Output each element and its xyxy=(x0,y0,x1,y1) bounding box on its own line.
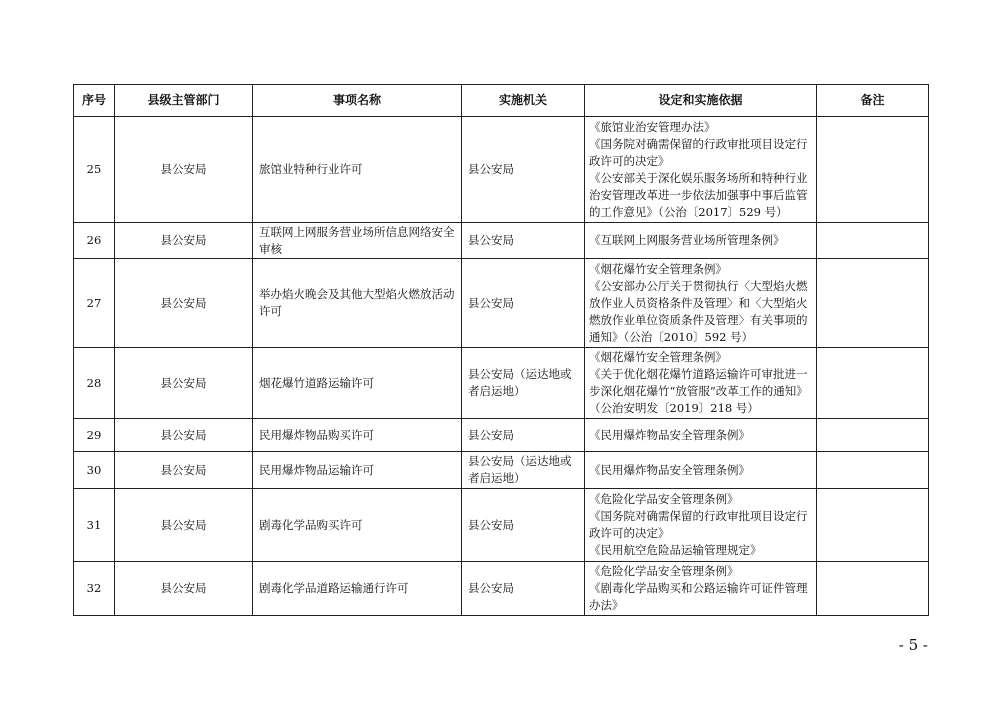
row-agency: 县公安局（运达地或者启运地） xyxy=(462,348,585,419)
table-row xyxy=(74,259,929,348)
row-department: 县公安局 xyxy=(115,489,253,562)
row-agency: 县公安局 xyxy=(462,223,585,259)
row-number: 25 xyxy=(74,117,115,223)
row-basis: 《危险化学品安全管理条例》 《剧毒化学品购买和公路运输许可证件管理办法》 xyxy=(585,562,817,616)
header-number: 序号 xyxy=(74,85,115,117)
header-basis: 设定和实施依据 xyxy=(585,85,817,117)
row-number: 29 xyxy=(74,419,115,452)
table-row xyxy=(74,452,929,489)
row-agency: 县公安局 xyxy=(462,562,585,616)
row-basis: 《烟花爆竹安全管理条例》 《关于优化烟花爆竹道路运输许可审批进一步深化烟花爆竹“放管服”改革工作的通知》（公治安明发〔2019〕218 号） xyxy=(585,348,817,419)
row-department: 县公安局 xyxy=(115,562,253,616)
header-agency: 实施机关 xyxy=(462,85,585,117)
row-agency: 县公安局 xyxy=(462,419,585,452)
row-item-name: 举办焰火晚会及其他大型焰火燃放活动许可 xyxy=(253,259,462,348)
row-item-name: 互联网上网服务营业场所信息网络安全审核 xyxy=(253,223,462,259)
header-remark: 备注 xyxy=(817,85,929,117)
row-department: 县公安局 xyxy=(115,452,253,489)
row-number: 27 xyxy=(74,259,115,348)
table-row xyxy=(74,562,929,616)
table-row xyxy=(74,419,929,452)
row-item-name: 旅馆业特种行业许可 xyxy=(253,117,462,223)
table-row xyxy=(74,223,929,259)
row-item-name: 剧毒化学品购买许可 xyxy=(253,489,462,562)
row-department: 县公安局 xyxy=(115,223,253,259)
row-department: 县公安局 xyxy=(115,117,253,223)
row-basis: 《民用爆炸物品安全管理条例》 xyxy=(585,452,817,489)
row-number: 31 xyxy=(74,489,115,562)
table-row xyxy=(74,117,929,223)
page-number: - 5 - xyxy=(898,636,928,654)
row-item-name: 民用爆炸物品运输许可 xyxy=(253,452,462,489)
row-number: 26 xyxy=(74,223,115,259)
row-remark xyxy=(817,117,929,223)
row-basis: 《烟花爆竹安全管理条例》 《公安部办公厅关于贯彻执行〈大型焰火燃放作业人员资格条件及管理〉和〈大型焰火燃放作业单位资质条件及管理〉有关事项的通知》（公治〔2010〕592 号） xyxy=(585,259,817,348)
header-department: 县级主管部门 xyxy=(115,85,253,117)
row-number: 32 xyxy=(74,562,115,616)
row-department: 县公安局 xyxy=(115,348,253,419)
row-basis: 《危险化学品安全管理条例》 《国务院对确需保留的行政审批项目设定行政许可的决定》 《民用航空危险品运输管理规定》 xyxy=(585,489,817,562)
row-basis: 《旅馆业治安管理办法》 《国务院对确需保留的行政审批项目设定行政许可的决定》 《公安部关于深化娱乐服务场所和特种行业治安管理改革进一步依法加强事中事后监管的工作意见》（公治〔2017〕529 号） xyxy=(585,117,817,223)
row-remark xyxy=(817,348,929,419)
row-department: 县公安局 xyxy=(115,419,253,452)
row-basis: 《互联网上网服务营业场所管理条例》 xyxy=(585,223,817,259)
header-item-name: 事项名称 xyxy=(253,85,462,117)
row-basis: 《民用爆炸物品安全管理条例》 xyxy=(585,419,817,452)
table-row xyxy=(74,348,929,419)
row-agency: 县公安局 xyxy=(462,259,585,348)
document-table xyxy=(73,84,929,616)
row-item-name: 剧毒化学品道路运输通行许可 xyxy=(253,562,462,616)
row-remark xyxy=(817,562,929,616)
row-number: 28 xyxy=(74,348,115,419)
row-remark xyxy=(817,419,929,452)
row-number: 30 xyxy=(74,452,115,489)
row-agency: 县公安局（运达地或者启运地） xyxy=(462,452,585,489)
row-remark xyxy=(817,223,929,259)
row-remark xyxy=(817,489,929,562)
row-department: 县公安局 xyxy=(115,259,253,348)
row-item-name: 烟花爆竹道路运输许可 xyxy=(253,348,462,419)
table-header-row xyxy=(74,85,929,117)
row-remark xyxy=(817,259,929,348)
row-agency: 县公安局 xyxy=(462,117,585,223)
row-agency: 县公安局 xyxy=(462,489,585,562)
row-item-name: 民用爆炸物品购买许可 xyxy=(253,419,462,452)
table-row xyxy=(74,489,929,562)
row-remark xyxy=(817,452,929,489)
